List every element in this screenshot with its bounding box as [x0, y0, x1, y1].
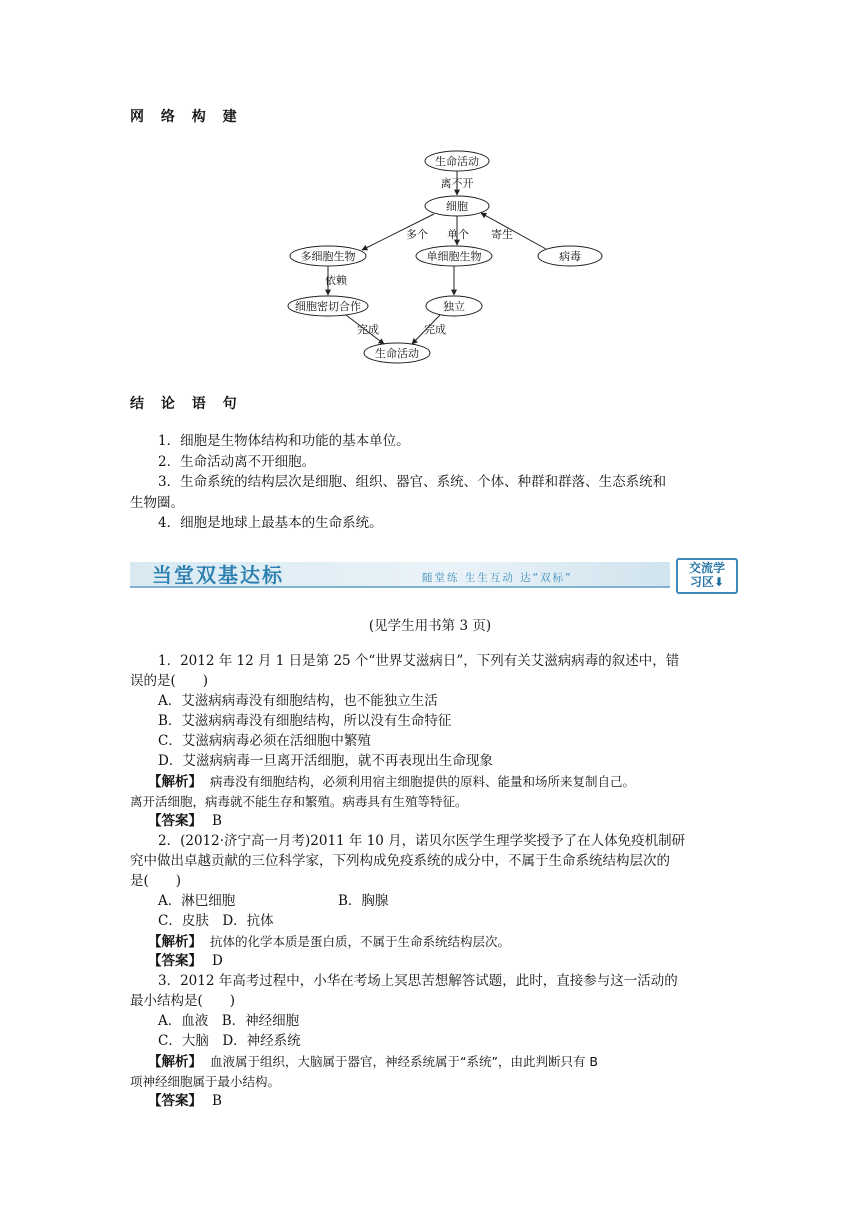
q3-option-cd: C．大脑 D．神经系统 [158, 1033, 301, 1049]
q1-option-d: D．艾滋病病毒一旦离开活细胞，就不再表现出生命现象 [158, 753, 493, 769]
q2-stem-line3: 是( ) [130, 873, 182, 889]
q3-analysis-line2: 项神经细胞属于最小结构。 [130, 1074, 281, 1089]
q1-analysis-line1: 【解析】 病毒没有细胞结构，必须利用宿主细胞提供的原料、能量和场所来复制自己。 [148, 774, 636, 790]
q3-stem-line1: 3．2012 年高考过程中，小华在考场上冥思苦想解答试题，此时，直接参与这一活动的 [158, 973, 678, 989]
section-banner [130, 556, 738, 592]
q1-answer: 【答案】 B [148, 813, 222, 829]
node-cell-label: 细胞 [446, 200, 468, 213]
q1-analysis-line2: 离开活细胞，病毒就不能生存和繁殖。病毒具有生殖等特征。 [130, 794, 468, 809]
q3-answer: 【答案】 B [148, 1093, 222, 1109]
edge-label-depend: 依赖 [325, 274, 347, 287]
q3-analysis-line1: 【解析】 血液属于组织，大脑属于器官，神经系统属于“系统”，由此判断只有 B [148, 1054, 599, 1070]
q2-answer: 【答案】 D [148, 953, 223, 969]
book-reference: (见学生用书第 3 页) [368, 618, 492, 634]
conclusion-item-2: 2．生命活动离不开细胞。 [158, 454, 316, 470]
q3-option-ab: A．血液 B．神经细胞 [158, 1013, 300, 1029]
exchange-area-line2: 习区⬇ [689, 575, 725, 589]
section-title-conclusion: 结 论 语 句 [130, 396, 243, 412]
edge-label-complete-left: 完成 [357, 323, 379, 336]
q2-option-b: B．胸腺 [338, 893, 389, 909]
analysis-tag: 【解析】 [148, 774, 202, 790]
q3-stem-line2: 最小结构是( ) [130, 993, 236, 1009]
conclusion-item-3: 3．生命系统的结构层次是细胞、组织、器官、系统、个体、种群和群落、生态系统和 [158, 474, 667, 490]
conclusion-item-3-cont: 生物圈。 [130, 495, 184, 511]
exchange-area-line1: 交流学 [688, 561, 725, 575]
q2-stem-line2: 究中做出卓越贡献的三位科学家，下列构成免疫系统的成分中，不属于生命系统结构层次的 [130, 853, 670, 869]
node-virus-label: 病毒 [559, 250, 581, 263]
edge-label-parasite: 寄生 [491, 228, 513, 241]
q1-stem-line2: 误的是( ) [130, 673, 209, 689]
q2-option-cd: C．皮肤 D．抗体 [158, 913, 274, 929]
q1-option-a: A．艾滋病病毒没有细胞结构，也不能独立生活 [158, 693, 438, 709]
node-indep-label: 独立 [443, 300, 465, 313]
q1-option-c: C．艾滋病病毒必须在活细胞中繁殖 [158, 733, 371, 749]
section-title-network: 网 络 构 建 [130, 109, 243, 125]
exchange-area-button[interactable] [676, 558, 738, 594]
concept-diagram [280, 146, 620, 368]
node-bottom-label: 生命活动 [375, 347, 419, 360]
q2-stem-line1: 2．(2012·济宁高一月考)2011 年 10 月，诺贝尔医学生理学奖授予了在人体免疫机制研 [158, 833, 686, 849]
node-multi-label: 多细胞生物 [300, 250, 356, 263]
q1-stem-line1: 1．2012 年 12 月 1 日是第 25 个“世界艾滋病日”，下列有关艾滋病病毒的叙述中，错 [158, 653, 680, 669]
q2-option-a: A．淋巴细胞 [158, 893, 236, 909]
edge-label-one: 单个 [447, 228, 469, 241]
edge-label-inseparable: 离不开 [440, 177, 474, 190]
q1-option-b: B．艾滋病病毒没有细胞结构，所以没有生命特征 [158, 713, 452, 729]
banner-slogan: 随堂练 生生互动 达“双标” [422, 572, 573, 584]
node-top-label: 生命活动 [435, 155, 479, 168]
edge-label-complete-right: 完成 [424, 323, 446, 336]
conclusion-item-4: 4．细胞是地球上最基本的生命系统。 [158, 515, 383, 531]
q2-analysis: 【解析】 抗体的化学本质是蛋白质，不属于生命系统结构层次。 [148, 934, 511, 950]
node-coop-label: 细胞密切合作 [295, 300, 361, 313]
conclusion-item-1: 1．细胞是生物体结构和功能的基本单位。 [158, 433, 410, 449]
node-single-label: 单细胞生物 [426, 250, 482, 263]
edge-label-many: 多个 [406, 228, 428, 241]
banner-title: 当堂双基达标 [152, 563, 284, 587]
arrow-down-icon: ⬇ [713, 575, 725, 589]
